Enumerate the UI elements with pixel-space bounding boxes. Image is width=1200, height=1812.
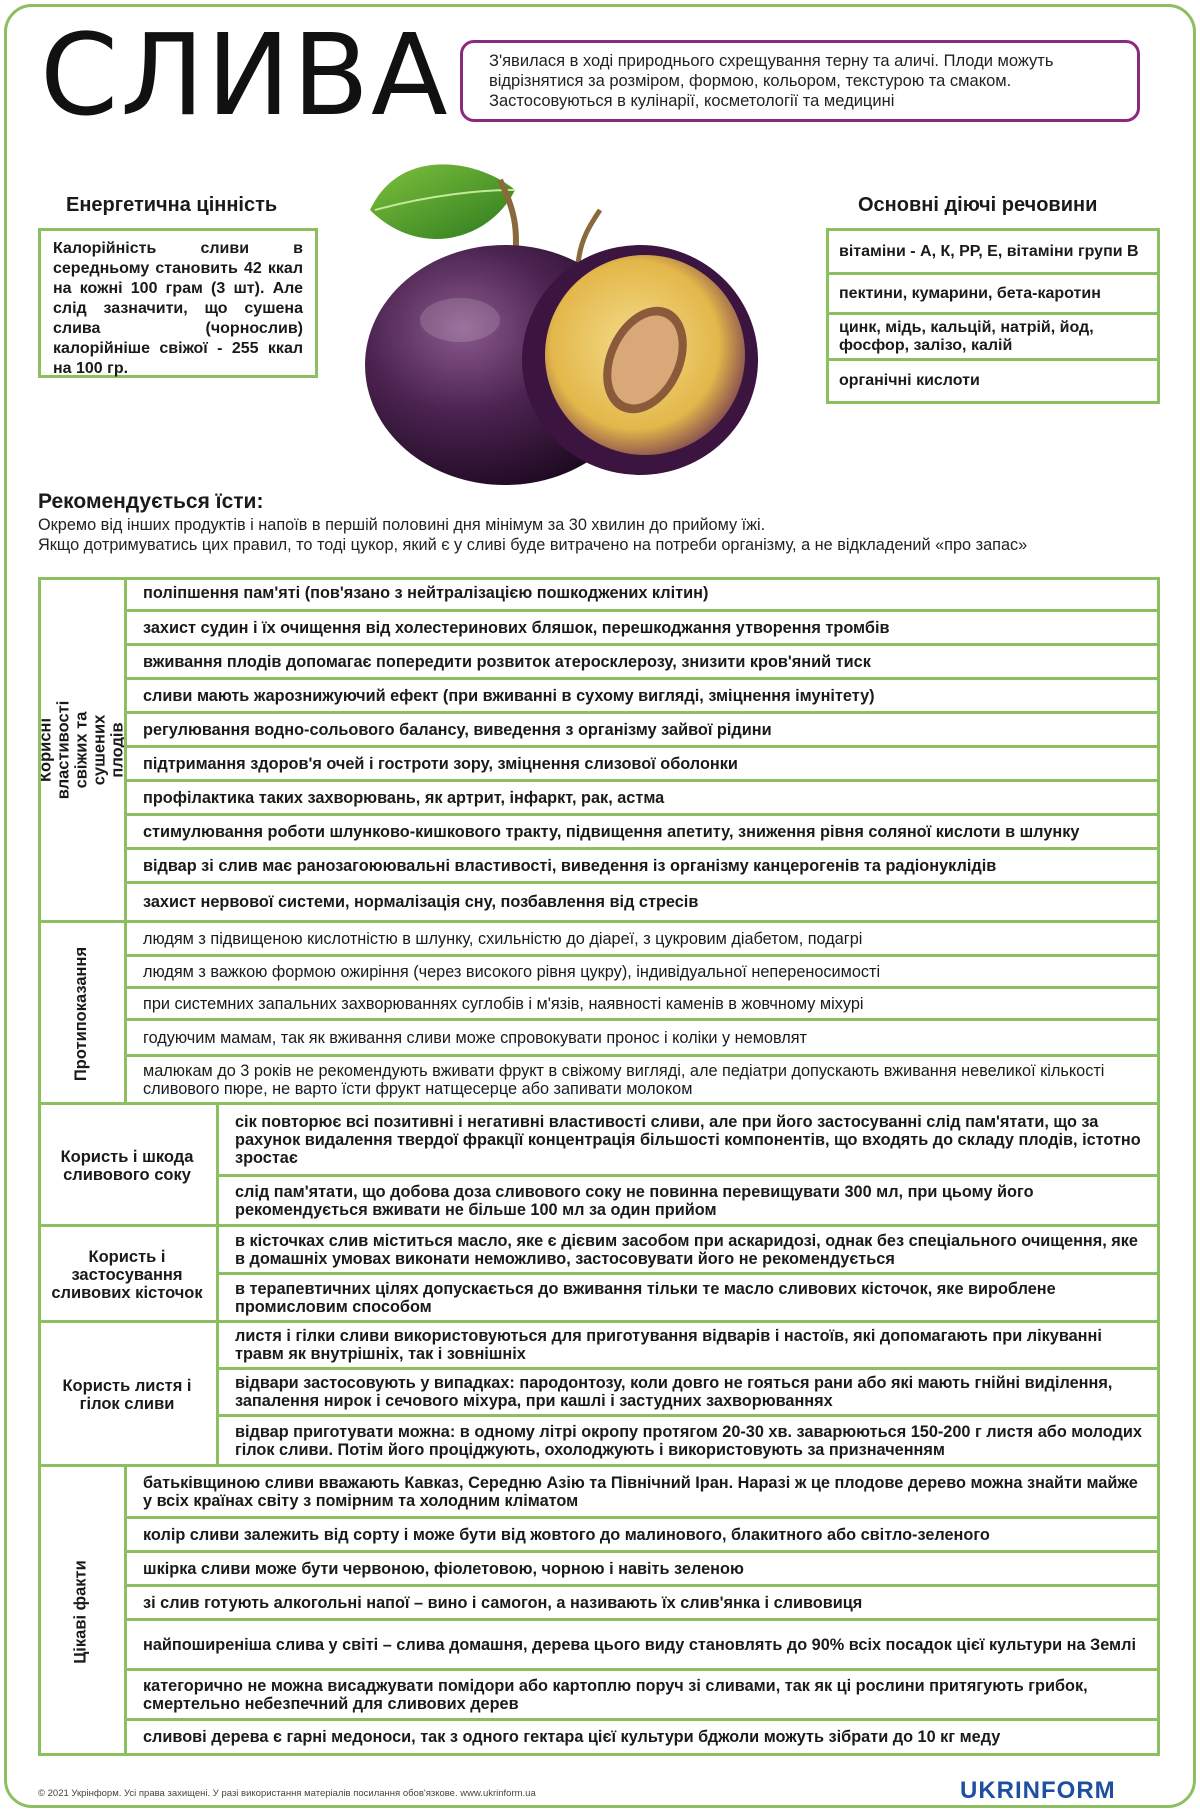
- divider: [38, 920, 124, 923]
- juice-item: слід пам'ятати, що добова доза сливового соку не повинна перевищувати 300 мл, при цьому його рекомендується вживати не більше 100 мл за один прийом: [216, 1177, 1160, 1227]
- energy-box: Калорійність сливи в середньому становить 42 ккал на кожні 100 грам (3 шт). Але слід зазначити, що сушена слива (чорнослив) калорійніше свіжої - 255 ккал на 100 гр.: [38, 228, 318, 378]
- divider: [38, 1464, 216, 1467]
- fact-item: шкірка сливи може бути червоною, фіолетовою, чорною і навіть зеленою: [124, 1553, 1160, 1587]
- contra-item: людям з підвищеною кислотністю в шлунку, схильністю до діареї, з цукровим діабетом, подагрі: [124, 923, 1160, 957]
- pits-item: в терапевтичних цілях допускається до вживання тільки те масло сливових кісточок, яке вироблене промисловим способом: [216, 1275, 1160, 1323]
- benefit-item: профілактика таких захворювань, як артрит, інфаркт, рак, астма: [124, 782, 1160, 816]
- brand-logo[interactable]: UKRINFORM: [960, 1777, 1116, 1804]
- benefit-item: підтримання здоров'я очей і гостроти зору, зміцнення слизової оболонки: [124, 748, 1160, 782]
- intro-box: З'явилася в ході природнього схрещування терну та аличі. Плоди можуть відрізнятися за розміром, формою, кольором, текстурою та смаком. Застосовуються в кулінарії, косметології та медицині: [460, 40, 1140, 122]
- plum-illustration: [340, 150, 800, 490]
- energy-title: Енергетична цінність: [66, 194, 278, 216]
- benefit-item: захист судин і їх очищення від холестеринових бляшок, перешкоджання утворення тромбів: [124, 612, 1160, 646]
- contra-item: людям з важкою формою ожиріння (через високого рівня цукру), індивідуальної непереносимості: [124, 957, 1160, 989]
- footer-copyright: © 2021 Укрінформ. Усі права захищені. У разі використання матеріалів посилання обов'язкове. www.ukrinform.ua: [38, 1788, 536, 1799]
- contra-label: Протипоказання: [72, 946, 91, 1082]
- fact-item: сливові дерева є гарні медоноси, так з одного гектара цієї культури бджоли можуть зібрати до 10 кг меду: [124, 1721, 1160, 1756]
- divider: [38, 1102, 216, 1105]
- substance-item: вітаміни - А, К, РР, Е, вітаміни групи В: [829, 231, 1157, 275]
- substances-title: Основні діючі речовини: [858, 194, 1098, 216]
- leaves-item: відвари застосовують у випадках: пародонтозу, коли довго не гояться рани або які мають гнійні виділення, запалення нирок і сечового міхура, при кашлі і застудних захворюваннях: [216, 1370, 1160, 1417]
- benefit-item: сливи мають жарознижуючий ефект (при вживанні в сухому вигляді, зміцнення імунітету): [124, 680, 1160, 714]
- benefit-item: відвар зі слив має ранозагоюювальні властивості, виведення із організму канцерогенів та радіонуклідів: [124, 850, 1160, 884]
- contra-item: малюкам до 3 років не рекомендують вживати фрукт в свіжому вигляді, але педіатри допускають вживання невеликої кількості сливового пюре, не варто їсти фрукт натщесерце або запивати молоком: [124, 1057, 1160, 1105]
- divider: [38, 1224, 216, 1227]
- benefit-item: регулювання водно-сольового балансу, виведення з організму зайвої рідини: [124, 714, 1160, 748]
- divider: [38, 1320, 216, 1323]
- recommend-line: Окремо від інших продуктів і напоїв в першій половині дня мінімум за 30 хвилин до прийому їжі.: [38, 516, 766, 534]
- pits-label: Користь і застосування сливових кісточок: [51, 1248, 203, 1302]
- pits-item: в кісточках слив міститься масло, яке є дієвим засобом при аскаридозі, однак без спеціального очищення, яке в домашніх умовах виконати неможливо, застосовувати його не рекомендується: [216, 1227, 1160, 1275]
- leaves-item: відвар приготувати можна: в одному літрі окропу протягом 20-30 хв. заварюються 150-200 г листя або молодих гілок сливи. Потім його проціджують, охолоджують і використовують за призначенням: [216, 1417, 1160, 1467]
- benefit-item: поліпшення пам'яті (пов'язано з нейтралізацією пошкоджених клітин): [124, 577, 1160, 612]
- recommend-title: Рекомендується їсти:: [38, 490, 264, 513]
- page-title: СЛИВА: [40, 11, 450, 141]
- benefits-label: Корисні властивості свіжих та сушених плодів: [36, 700, 127, 800]
- benefit-item: стимулювання роботи шлунково-кишкового тракту, підвищення апетиту, зниження рівня соляної кислоти в шлунку: [124, 816, 1160, 850]
- substance-item: пектини, кумарини, бета-каротин: [829, 275, 1157, 315]
- contra-item: годуючим мамам, так як вживання сливи може спровокувати пронос і коліки у немовлят: [124, 1021, 1160, 1057]
- substance-item: органічні кислоти: [839, 372, 980, 389]
- leaves-label: Користь листя і гілок сливи: [62, 1377, 192, 1413]
- contra-item: при системних запальних захворюваннях суглобів і м'язів, наявності каменів в жовчному міхурі: [124, 989, 1160, 1021]
- recommend-line: Якщо дотримуватись цих правил, то тоді цукор, який є у сливі буде витрачено на потреби організму, а не відкладений «про запас»: [38, 536, 1028, 554]
- juice-item: сік повторює всі позитивні і негативні властивості сливи, але при його застосуванні слід пам'ятати, що за рахунок видалення твердої фракції концентрація більшості компонентів, що входять до складу плодів, істотно зростає: [216, 1105, 1160, 1177]
- benefit-item: захист нервової системи, нормалізація сну, позбавлення від стресів: [124, 884, 1160, 923]
- facts-label: Цікаві факти: [72, 1559, 91, 1664]
- substance-item: цинк, мідь, кальцій, натрій, йод, фосфор, залізо, калій: [829, 315, 1157, 361]
- recommend-text: [38, 515, 1027, 555]
- fact-item: колір сливи залежить від сорту і може бути від жовтого до малинового, блакитного або світло-зеленого: [124, 1519, 1160, 1553]
- leaf-icon: [370, 164, 515, 239]
- fact-item: категорично не можна висаджувати помідори або картоплю поруч зі сливами, так як ці рослини притягують грибок, смертельно небезпечний для сливових дерев: [124, 1671, 1160, 1721]
- leaves-item: листя і гілки сливи використовуються для приготування відварів і настоїв, які допомагають при лікуванні травм як внутрішніх, так і зовнішніх: [216, 1323, 1160, 1370]
- substances-box: [826, 228, 1160, 404]
- fact-item: зі слив готують алкогольні напої – вино і самогон, а називають їх слив'янка і сливовиця: [124, 1587, 1160, 1621]
- fact-item: батьківщиною сливи вважають Кавказ, Середню Азію та Північний Іран. Наразі ж це плодове дерево можна знайти майже у всіх країнах світу з помірним та холодним кліматом: [124, 1467, 1160, 1519]
- benefit-item: вживання плодів допомагає попередити розвиток атеросклерозу, знизити кров'яний тиск: [124, 646, 1160, 680]
- juice-label: Користь і шкода сливового соку: [60, 1148, 194, 1184]
- fact-item: найпоширеніша слива у світі – слива домашня, дерева цього виду становлять до 90% всіх посадок цієї культури на Землі: [124, 1621, 1160, 1671]
